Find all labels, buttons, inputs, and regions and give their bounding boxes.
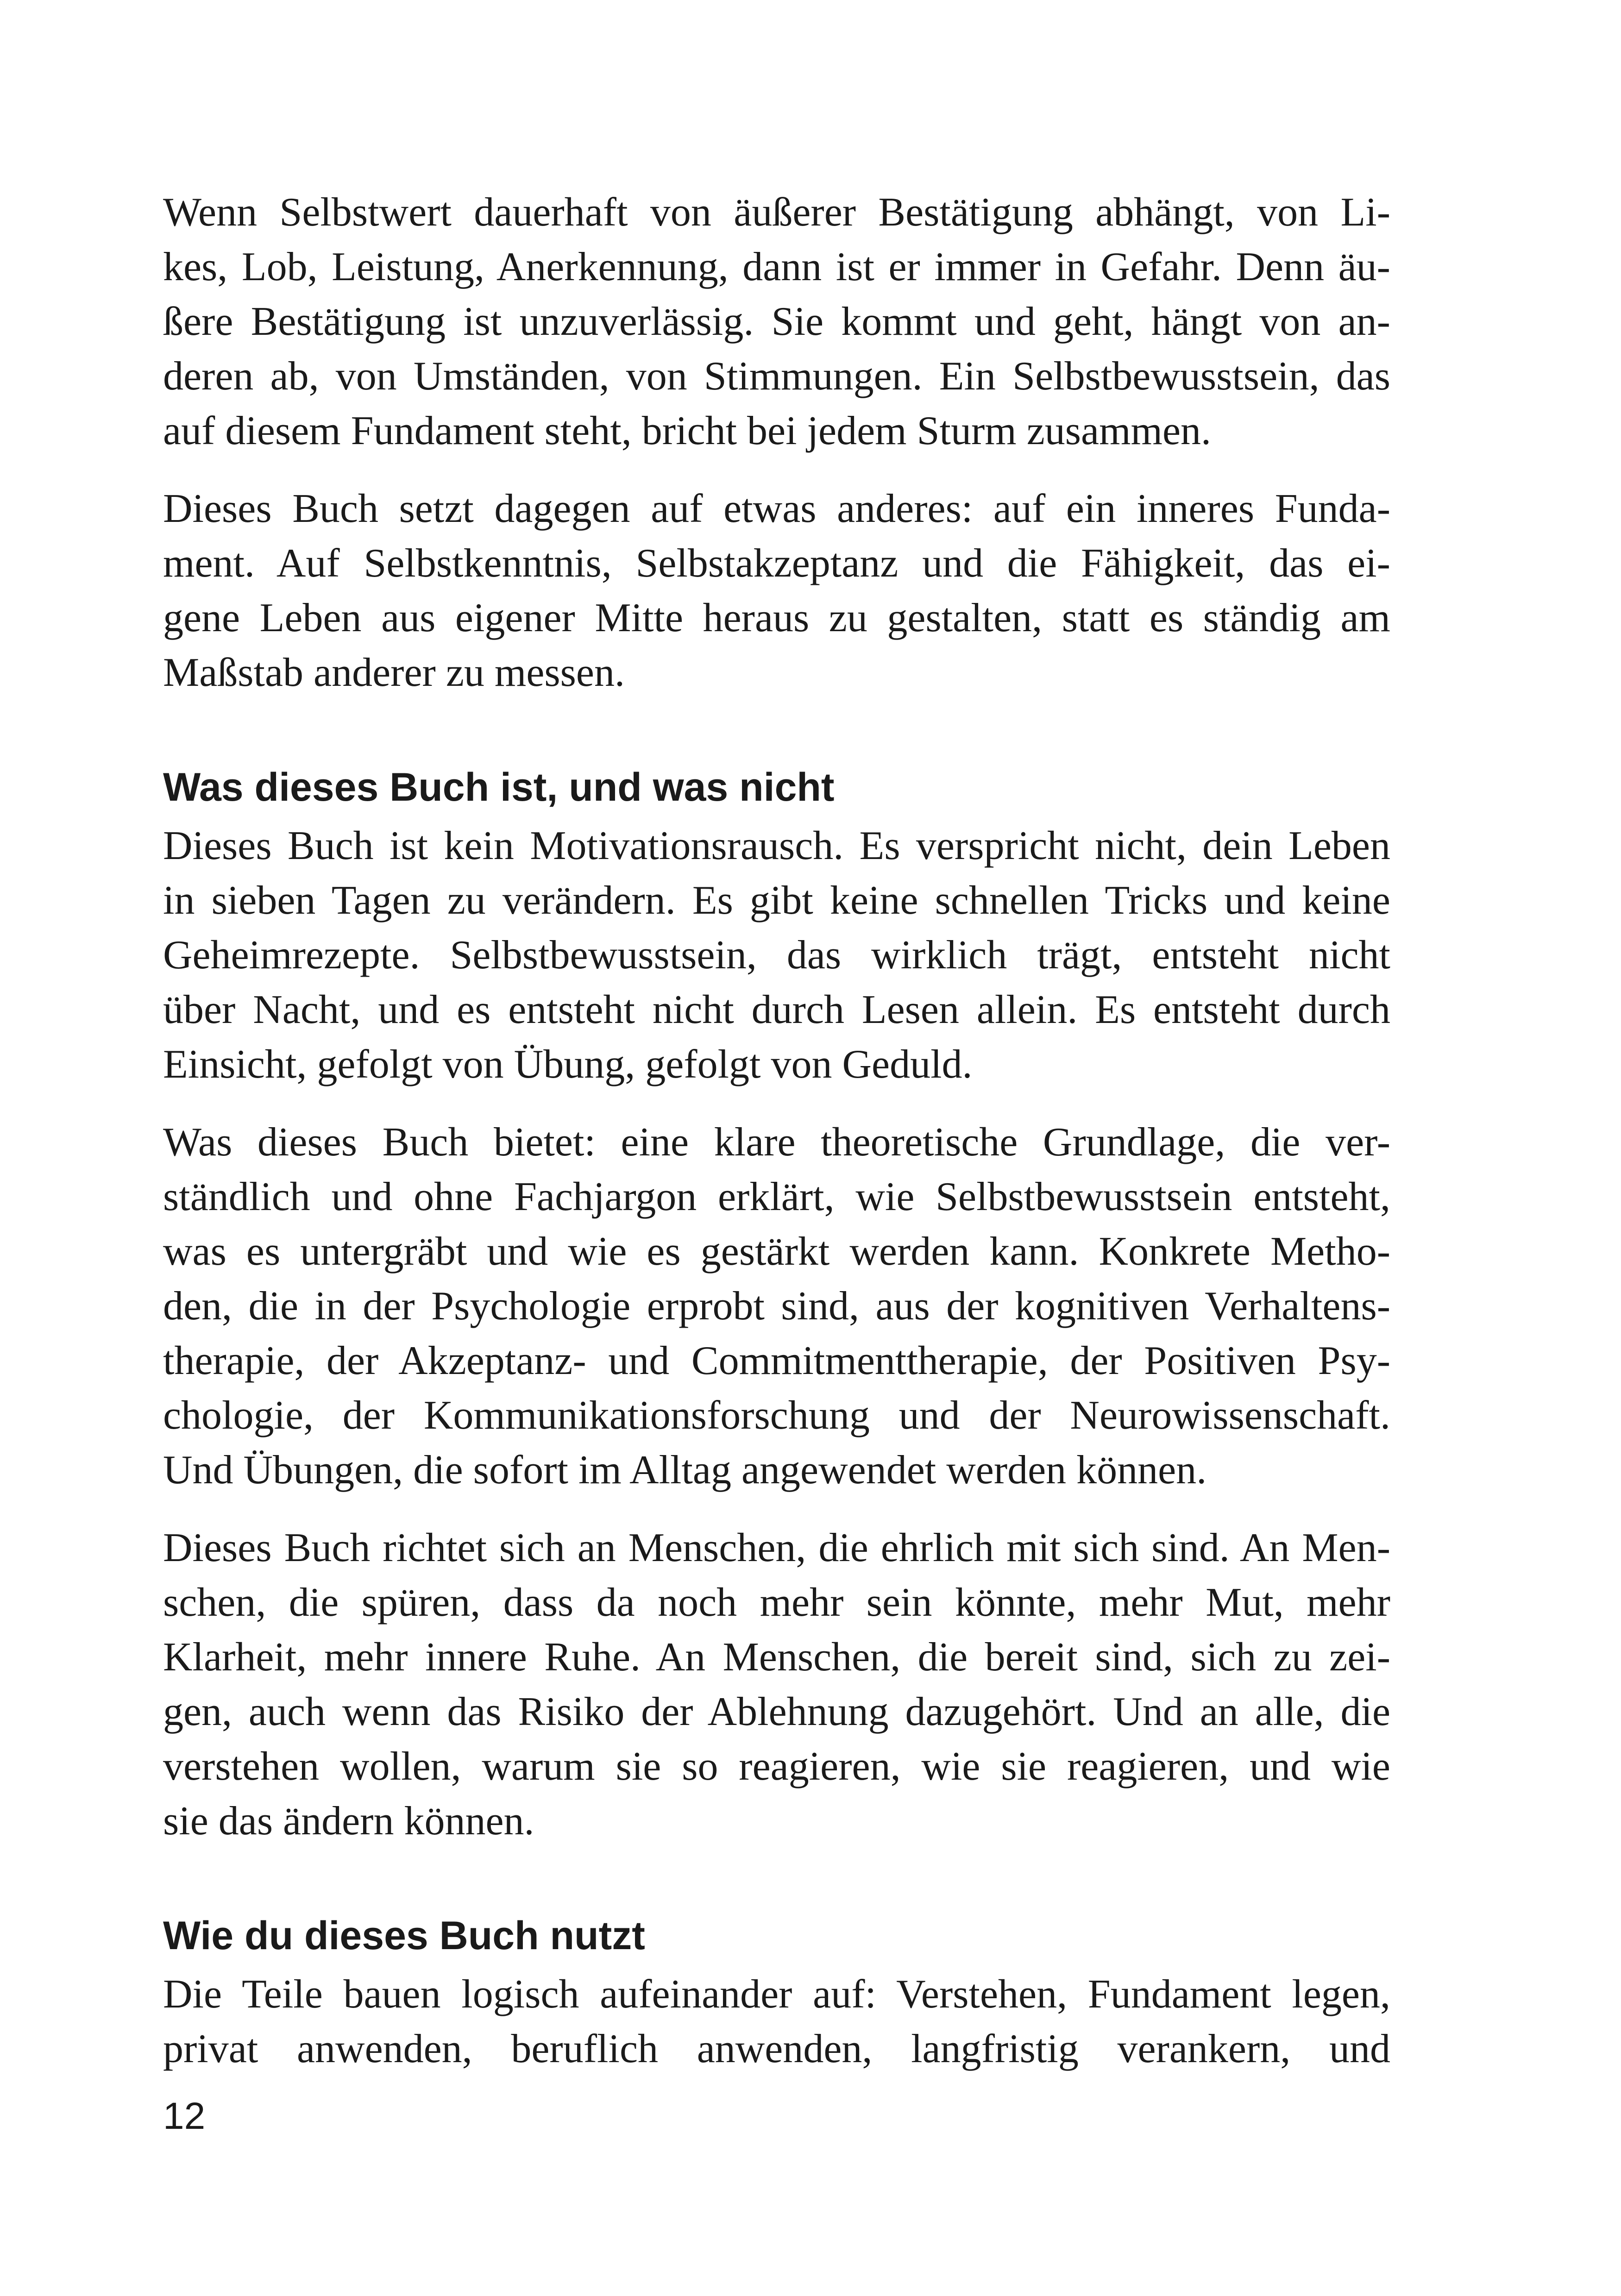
book-page — [163, 185, 1390, 2100]
text-line: privat anwenden, beruflich anwenden, langfristig verankern, und — [163, 2026, 1390, 2071]
text-line: sie das ändern können. — [163, 1799, 534, 1844]
text-line: chologie, der Kommunikationsforschung und der Neurowissenschaft. — [163, 1393, 1390, 1438]
text-line: Einsicht, gefolgt von Übung, gefolgt von Geduld. — [163, 1042, 973, 1087]
text-line: kes, Lob, Leistung, Anerkennung, dann ist er immer in Gefahr. Denn äu- — [163, 245, 1390, 289]
page-number: 12 — [163, 2095, 206, 2137]
text-line: Und Übungen, die sofort im Alltag angewendet werden können. — [163, 1448, 1207, 1493]
text-line: schen, die spüren, dass da noch mehr sein könnte, mehr Mut, mehr — [163, 1580, 1390, 1625]
text-line: Was dieses Buch bietet: eine klare theoretische Grundlage, die ver- — [163, 1120, 1390, 1165]
paragraph-intro-1 — [163, 185, 1390, 458]
text-line: therapie, der Akzeptanz- und Commitmenttherapie, der Positiven Psy- — [163, 1338, 1390, 1383]
paragraph-section1-2 — [163, 1115, 1390, 1498]
text-line: Geheimrezepte. Selbstbewusstsein, das wirklich trägt, entsteht nicht — [163, 933, 1390, 978]
text-line: deren ab, von Umständen, von Stimmungen. Ein Selbstbewusstsein, das — [163, 354, 1390, 399]
section-heading-what-this-book-is: Was dieses Buch ist, und was nicht — [163, 765, 835, 809]
text-line: verstehen wollen, warum sie so reagieren, wie sie reagieren, und wie — [163, 1744, 1390, 1789]
text-line: was es untergräbt und wie es gestärkt werden kann. Konkrete Metho- — [163, 1229, 1390, 1274]
text-line: ßere Bestätigung ist unzuverlässig. Sie kommt und geht, hängt von an- — [163, 299, 1390, 344]
text-line: Dieses Buch richtet sich an Menschen, die ehrlich mit sich sind. An Men- — [163, 1525, 1390, 1570]
text-line: Dieses Buch setzt dagegen auf etwas anderes: auf ein inneres Funda- — [163, 486, 1390, 531]
text-line: Maßstab anderer zu messen. — [163, 650, 625, 695]
text-line: gene Leben aus eigener Mitte heraus zu gestalten, statt es ständig am — [163, 596, 1390, 640]
text-line: Die Teile bauen logisch aufeinander auf: Verstehen, Fundament legen, — [163, 1972, 1390, 2017]
text-line: Dieses Buch ist kein Motivationsrausch. Es verspricht nicht, dein Leben — [163, 823, 1390, 868]
text-line: ment. Auf Selbstkenntnis, Selbstakzeptanz und die Fähigkeit, das ei- — [163, 541, 1390, 586]
paragraph-section2-1 — [163, 1967, 1390, 2076]
text-line: in sieben Tagen zu verändern. Es gibt keine schnellen Tricks und keine — [163, 878, 1390, 923]
text-line: auf diesem Fundament steht, bricht bei jedem Sturm zusammen. — [163, 408, 1212, 453]
text-line: ständlich und ohne Fachjargon erklärt, wie Selbstbewusstsein entsteht, — [163, 1174, 1390, 1219]
text-line: gen, auch wenn das Risiko der Ablehnung dazugehört. Und an alle, die — [163, 1689, 1390, 1734]
paragraph-section1-3 — [163, 1521, 1390, 1849]
text-line: Klarheit, mehr innere Ruhe. An Menschen, die bereit sind, sich zu zei- — [163, 1635, 1390, 1680]
text-line: Wenn Selbstwert dauerhaft von äußerer Bestätigung abhängt, von Li- — [163, 190, 1390, 235]
paragraph-intro-2 — [163, 482, 1390, 700]
text-line: über Nacht, und es entsteht nicht durch Lesen allein. Es entsteht durch — [163, 987, 1390, 1032]
section-heading-how-to-use: Wie du dieses Buch nutzt — [163, 1913, 645, 1958]
paragraph-section1-1 — [163, 819, 1390, 1092]
text-line: den, die in der Psychologie erprobt sind, aus der kognitiven Verhaltens- — [163, 1284, 1390, 1329]
